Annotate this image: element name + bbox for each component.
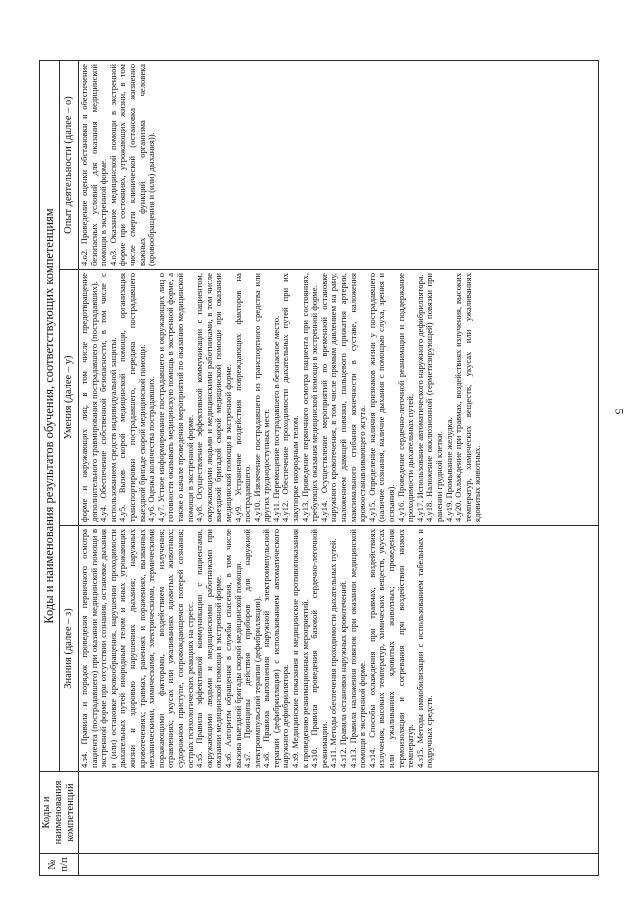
skill-item: 4.у15. Определение наличия признаков жизни у пострадавшего (наличие сознания, наличие дыхания с помощью слуха, зрения и осязания).	[366, 273, 396, 522]
header-skills: Умения (далее – у)	[59, 270, 79, 526]
skill-item: 4.у18. Наложение окклюзионной (герметизирующей) повязки при ранении грудной клетки.	[424, 273, 444, 522]
experience-item: 4.о3. Оказание медицинской помощи в экстренной форме при состояниях, угрожающих жизни, в том числе смерти клинической (остановка жизненно важных функций организма человека (кровообращения и (или) дыхания)).	[107, 64, 157, 266]
skill-item: 4.у14. Осуществление мероприятий по временной остановке наружного кровотечения, в том числе прямым давлением на рану, наложением давящей повязки, пальцевого прижатия артерии, максимального сгибания конечности в суставе, наложения кровоостанавливающего жгута.	[318, 273, 368, 522]
table-title: Коды и наименования результатов обучения, соответствующих компетенциям	[40, 61, 60, 772]
page-number: 5	[612, 408, 627, 415]
skill-item: 4.у7. Устное информирование пострадавшего и окружающих лиц о готовности оказывать медицинскую помощь в экстренной форме, а также о начале проведения мероприятий по оказанию медицинской помощи в экстренной форме.	[155, 273, 195, 522]
skill-item: 4.у8. Осуществление эффективной коммуникации с пациентом, окружающими людьми и медицинскими работниками, в том числе выездной бригадой скорой медицинской помощи при оказании медицинской помощи в экстренной форме.	[194, 273, 233, 522]
skill-item: 4.у20. Охлаждение при травмах, воздействиях излучения, высоких температур, химических веществ, укусах или ужаливаниях ядовитых животных.	[453, 273, 483, 522]
table-row	[79, 61, 599, 876]
knowledge-item: 4.з8. Правила выполнения наружной электроимпульсной терапии (дефибрилляции) с использованием автоматического наружного дефибриллятора.	[261, 529, 291, 768]
knowledge-item: 4.з9. Медицинские показания и медицинские противопоказания к проведению реанимационных мероприятий.	[290, 529, 310, 768]
header-num: № п/п	[40, 854, 79, 876]
knowledge-item: 4.з11. Методы обеспечения проходимости дыхательных путей.	[328, 538, 339, 768]
knowledge-item: 4.з7. Принципы действия приборов для наружной электроимпульсной терапии (дефибрилляции).	[242, 529, 262, 768]
experience-item: 4.о2. Проведение оценки обстановки и обеспечение безопасных условий для оказания медицинской помощи в экстренной форме.	[79, 64, 109, 266]
cell-codes	[79, 772, 599, 854]
cell-knowledge	[79, 526, 599, 772]
skill-item: 4.у12. Обеспечение проходимости дыхательных путей при их закупорке инородным телом.	[280, 273, 301, 522]
skill-item: 4.у11. Перемещение пострадавшего в безопасное место.	[270, 315, 281, 522]
skill-item: 4.у9. Устранение воздействия повреждающих факторов на пострадавшего.	[232, 273, 253, 522]
competency-table	[39, 60, 599, 876]
knowledge-item: 4.з13. Правила наложения повязок при оказании медицинской помощи в экстренной форме.	[347, 529, 368, 768]
header-knowledge: Знания (далее – з)	[59, 526, 79, 772]
knowledge-item: 4.з4. Правила и порядок проведения первичного осмотра пациента (пострадавшего) при оказании медицинской помощи в экстренной форме при отсутствии сознания, остановке дыхания и (или) остановке кровообращения, нарушении проходимости дыхательных путей инородным телом и иных угрожающих жизни и здоровью нарушениях дыхания; наружных кровотечениях; травмах, ранениях и поражениях, вызванных механическими, химическими, электрическими, термическими поражающими факторами, воздействием излучения; отравлениях; укусах или ужаливаниях ядовитых животных; судорожном приступе, сопровождающемся потерей сознания; острых психологических реакциях на стресс.	[79, 529, 195, 768]
knowledge-item: 4.з12. Правила остановки наружных кровотечений.	[338, 580, 349, 768]
skill-item: 4.у5. Вызов скорой медицинской помощи, организация транспортировки пострадавшего, передача пострадавшего выездной бригаде скорой медицинской помощи.	[117, 273, 147, 522]
skill-item: 4.у10. Извлечение пострадавшего из транспортного средства или других труднодоступных мест.	[251, 273, 272, 522]
cell-experience	[79, 61, 599, 270]
skill-item: форме и окружающих лиц, в том числе предотвращение дополнительного травмирования пострадавшего (пострадавших).	[79, 273, 99, 522]
header-codes: Коды и наименования компетенций	[40, 772, 79, 854]
knowledge-item: 4.з15. Методы иммобилизации с использованием табельных и подручных средств.	[414, 529, 435, 768]
cell-skills	[79, 270, 599, 526]
knowledge-item: 4.з6. Алгоритм обращения в службы спасения, в том числе вызова выездной бригады скорой медицинской помощи.	[222, 529, 243, 768]
knowledge-item: 4.з10. Правила проведения базовой сердечно-легочной реанимации.	[309, 529, 329, 768]
rotated-table-container	[39, 60, 599, 876]
knowledge-item: 4.з5. Правила эффективной коммуникации с пациентами, окружающими людьми и медицинскими работниками при оказании медицинской помощи в экстренной форме.	[194, 529, 224, 768]
cell-num	[79, 854, 599, 876]
skill-item: 4.у19. Промывание желудка.	[443, 417, 454, 522]
skill-item: 4.у16. Проведение сердечно-легочной реанимации и поддержание проходимости дыхательных путей.	[395, 273, 416, 522]
skill-item: 4.у6. Оценка количества пострадавших.	[146, 375, 157, 522]
skill-item: 4.у17. Использование автоматического наружного дефибриллятора.	[414, 274, 425, 522]
skill-item: 4.у13. Проведение первичного осмотра пациента при состояниях, требующих оказания медицинской помощи в экстренной форме.	[299, 273, 320, 522]
knowledge-item: 4.з14. Способы охлаждения при травмах, воздействиях излучения, высоких температур, химических веществ, укусах или ужаливаниях ядовитых животных; проведения термоизоляции и согревания при воздействии низких температур.	[366, 529, 416, 768]
skill-item: 4.у4. Обеспечение собственной безопасности, в том числе с использованием средств индивидуальной защиты.	[98, 273, 118, 522]
header-experience: Опыт деятельности (далее – о)	[59, 61, 79, 270]
